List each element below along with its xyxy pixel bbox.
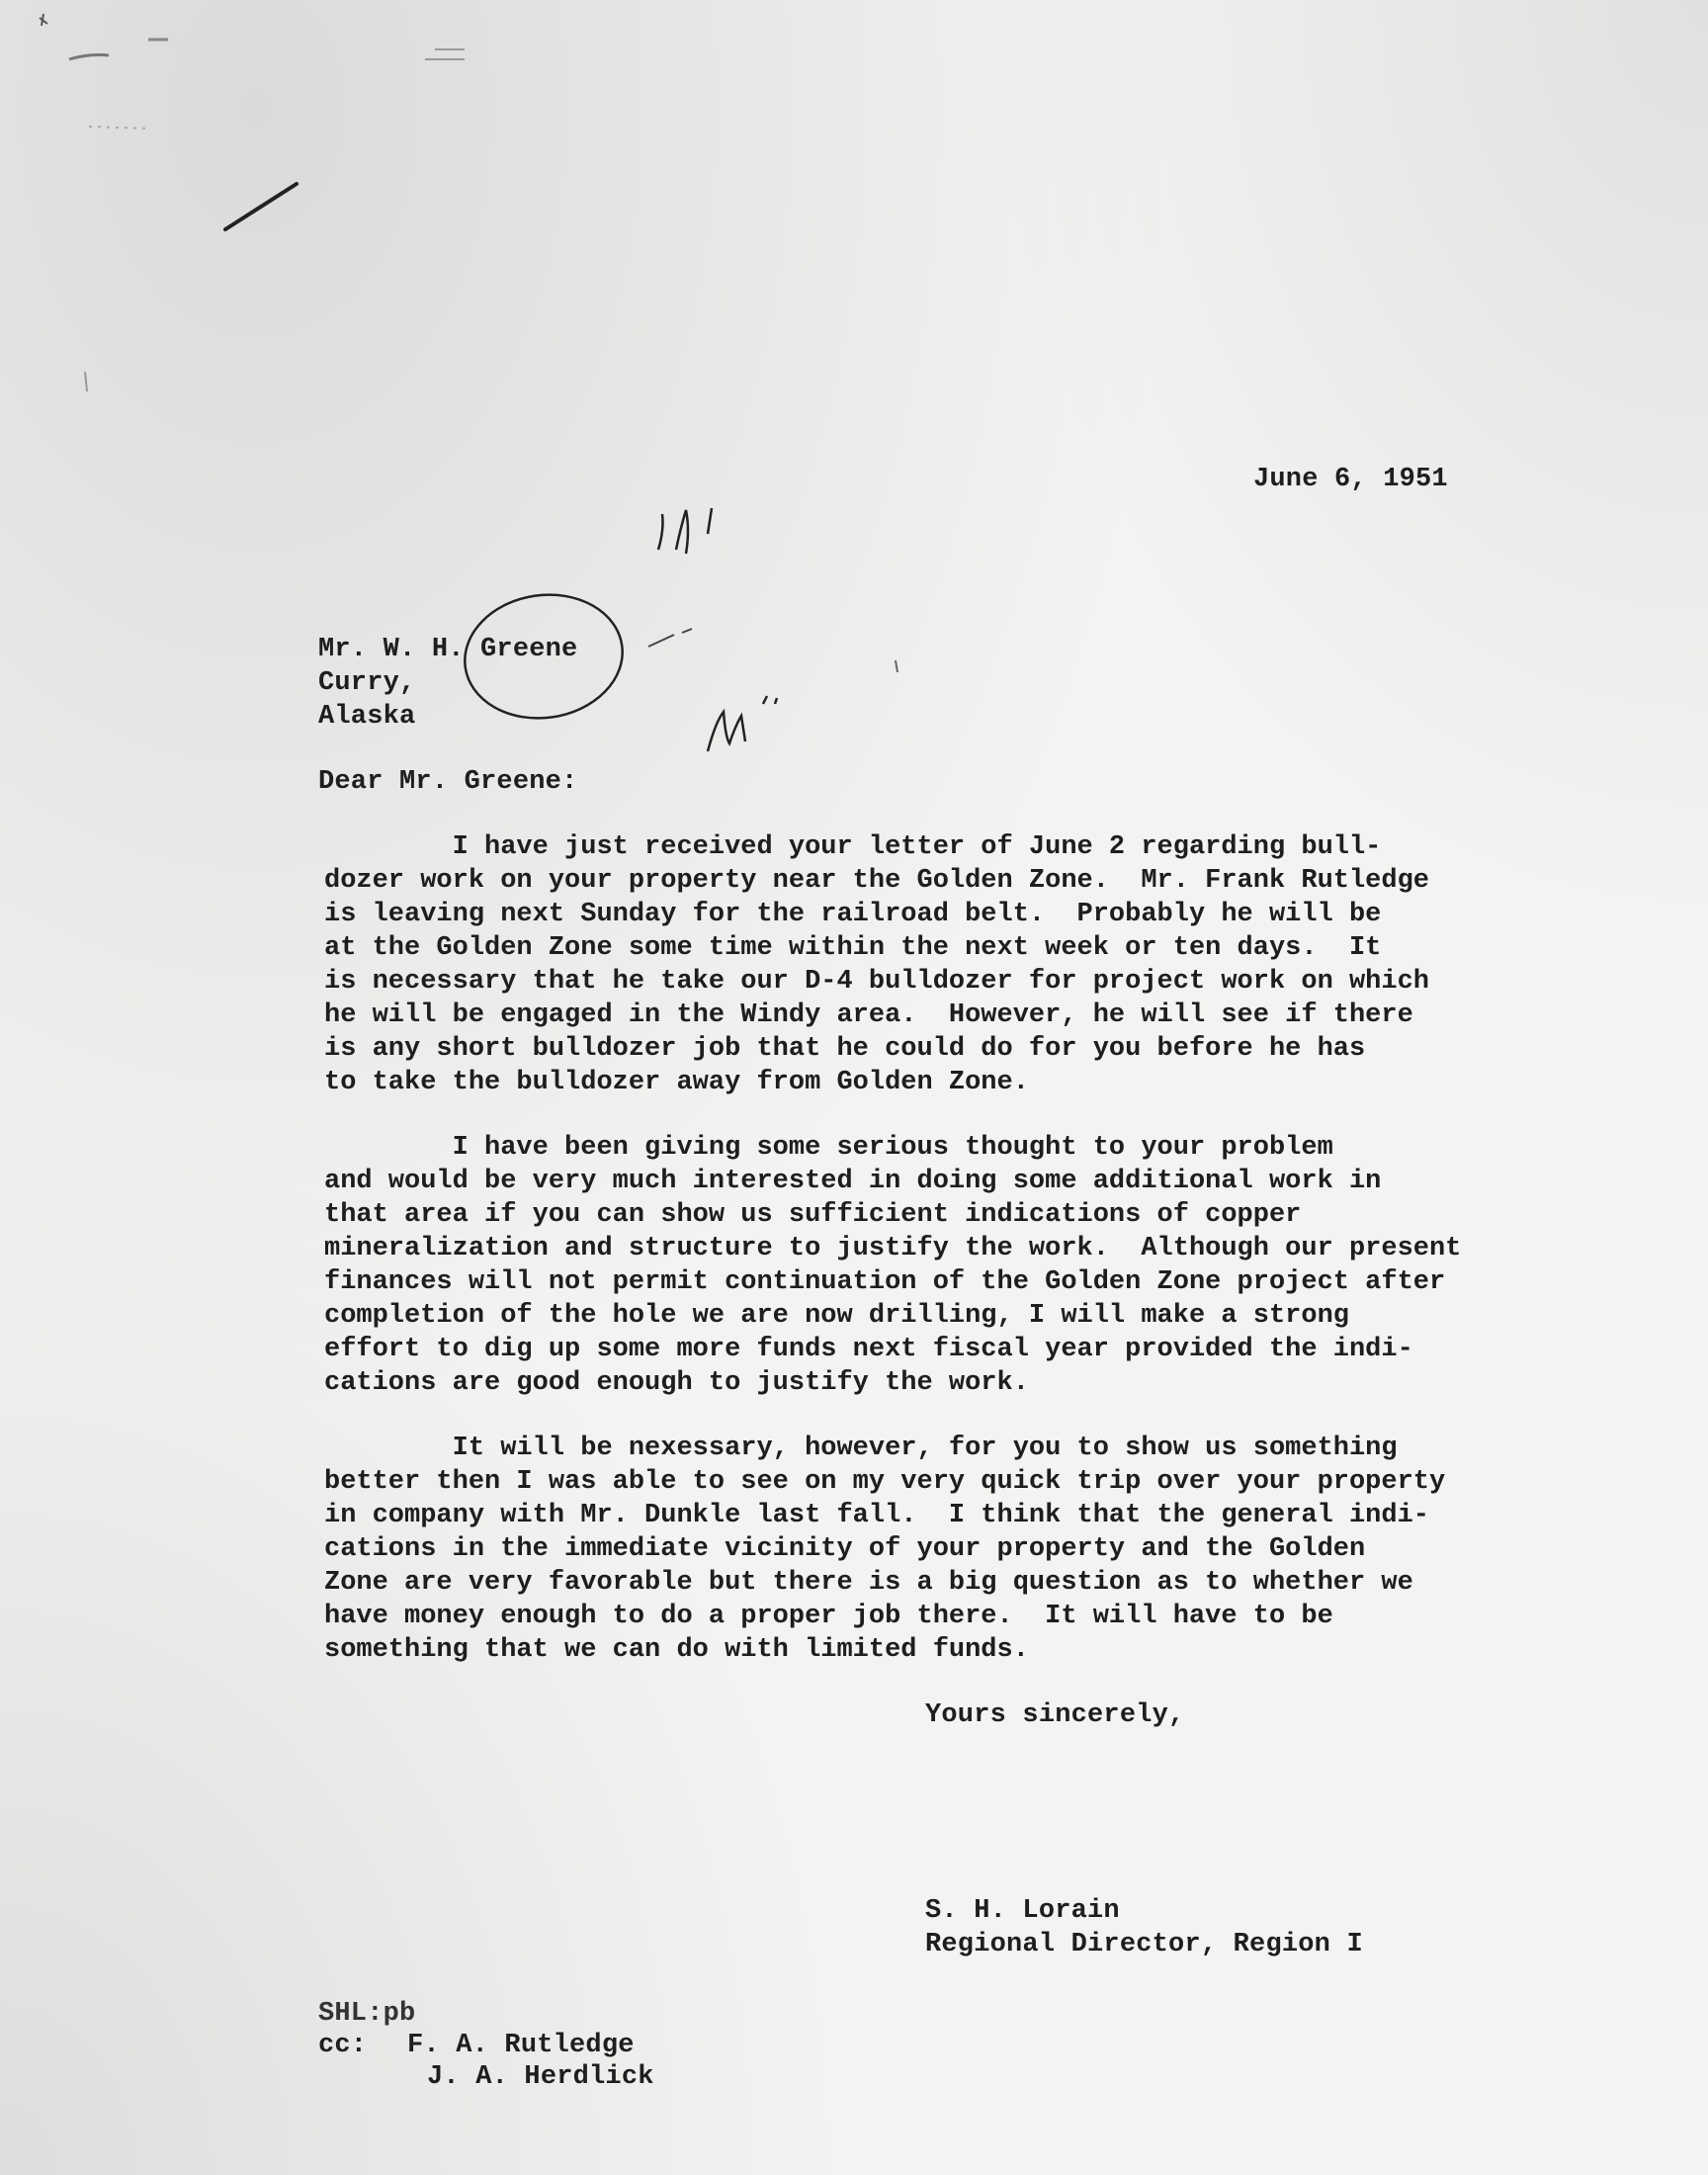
closing: Yours sincerely,	[925, 1700, 1185, 1730]
paragraph-3-line: It will be nexessary, however, for you to show us something	[324, 1434, 1398, 1463]
corner-dash-mark-3	[425, 49, 465, 59]
paragraph-1-line: he will be engaged in the Windy area. However, he will see if there	[324, 1000, 1413, 1030]
handwriting-scribble-1	[658, 508, 712, 554]
paragraph-2-line: I have been giving some serious thought to your problem	[324, 1133, 1333, 1163]
paragraph-2-line: mineralization and structure to justify the work. Although our present	[324, 1234, 1462, 1263]
recipient-name: Mr. W. H. Greene	[318, 635, 578, 664]
handwriting-scribble-3	[708, 696, 777, 751]
paragraph-3-line: Zone are very favorable but there is a big question as to whether we	[324, 1568, 1413, 1598]
signer-title: Regional Director, Region I	[925, 1930, 1363, 1959]
paragraph-2-line: that area if you can show us sufficient indications of copper	[324, 1200, 1302, 1230]
handwriting-scribble-2	[648, 629, 692, 647]
paragraph-2-line: effort to dig up some more funds next fiscal year provided the indi-	[324, 1335, 1413, 1364]
recipient-city: Curry,	[318, 668, 416, 698]
paragraph-3-line: cations in the immediate vicinity of your property and the Golden	[324, 1534, 1366, 1564]
letter-date: June 6, 1951	[1253, 465, 1448, 494]
paragraph-1-line: is necessary that he take our D-4 bulldozer for project work on which	[324, 967, 1429, 997]
handwriting-tick	[896, 660, 897, 672]
cc-recipient: J. A. Herdlick	[427, 2062, 654, 2092]
paragraph-1-line: to take the bulldozer away from Golden Zone.	[324, 1068, 1029, 1097]
paragraph-1-line: I have just received your letter of June 2 regarding bull-	[324, 832, 1382, 862]
paragraph-2-line: completion of the hole we are now drilling, I will make a strong	[324, 1301, 1349, 1331]
cc-label: cc:	[318, 2031, 368, 2060]
salutation: Dear Mr. Greene:	[318, 767, 578, 797]
paragraph-2-line: cations are good enough to justify the work.	[324, 1368, 1029, 1398]
check-slash-mark	[225, 184, 297, 229]
paragraph-3-line: in company with Mr. Dunkle last fall. I think that the general indi-	[324, 1501, 1429, 1530]
paragraph-3-line: have money enough to do a proper job there. It will have to be	[324, 1602, 1333, 1631]
paragraph-1-line: is leaving next Sunday for the railroad belt. Probably he will be	[324, 900, 1382, 929]
paragraph-3-line: something that we can do with limited funds.	[324, 1635, 1029, 1665]
signer-name: S. H. Lorain	[925, 1896, 1120, 1926]
paragraph-2-line: finances will not permit continuation of the Golden Zone project after	[324, 1267, 1446, 1297]
paragraph-2-line: and would be very much interested in doing some additional work in	[324, 1167, 1382, 1196]
paragraph-1-line: is any short bulldozer job that he could do for you before he has	[324, 1034, 1366, 1064]
typist-initials: SHL:pb	[318, 1999, 416, 2029]
corner-scan-mark	[40, 14, 47, 26]
recipient-state: Alaska	[318, 702, 416, 732]
corner-dash-mark	[69, 55, 109, 60]
paragraph-1-line: at the Golden Zone some time within the next week or ten days. It	[324, 933, 1382, 963]
paragraph-1-line: dozer work on your property near the Golden Zone. Mr. Frank Rutledge	[324, 866, 1429, 896]
cc-recipient: F. A. Rutledge	[407, 2031, 635, 2060]
margin-tick	[85, 372, 87, 392]
paragraph-3-line: better then I was able to see on my very quick trip over your property	[324, 1467, 1446, 1497]
corner-dots	[89, 127, 148, 129]
